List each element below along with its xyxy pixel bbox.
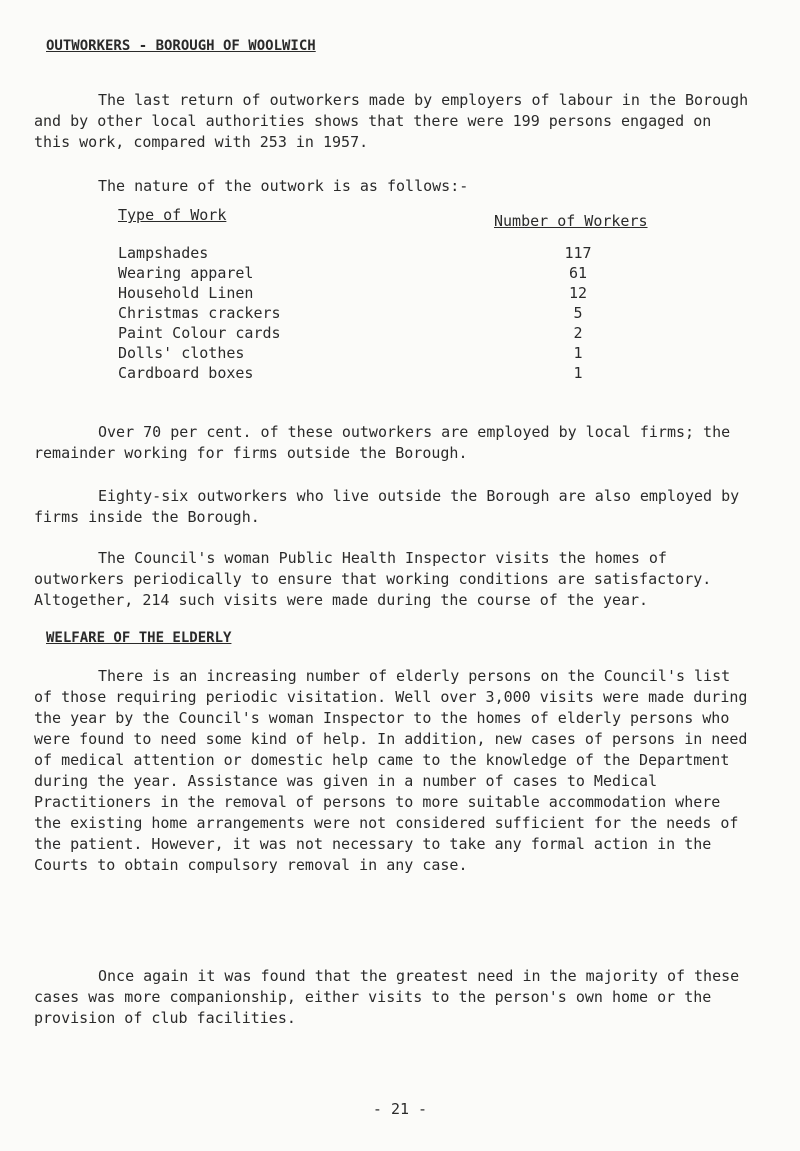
column-header-type-of-work: Type of Work — [118, 206, 227, 224]
table-row — [118, 364, 618, 384]
table-row — [118, 244, 618, 264]
outwork-table — [118, 244, 618, 384]
work-type-cell: Paint Colour cards — [118, 324, 281, 342]
table-row — [118, 344, 618, 364]
welfare-heading: WELFARE OF THE ELDERLY — [46, 630, 232, 646]
table-row — [118, 284, 618, 304]
table-row — [118, 304, 618, 324]
inspector-visits-paragraph: The Council's woman Public Health Inspector visits the homes of outworkers periodically to ensure that working conditions are satisfactory. Altogether, 214 such visits were made during the course of the year. — [34, 549, 712, 609]
outwork-nature-intro: The nature of the outwork is as follows:- — [98, 177, 469, 195]
work-type-cell: Lampshades — [118, 244, 209, 262]
elderly-visits-paragraph: There is an increasing number of elderly persons on the Council's list of those requiring periodic visitation. Well over 3,000 visits were made during the year by the Council's woman Inspector to the homes of elderly persons who were found to need some kind of help. In addition, new cases of persons in need of medical attention or domestic help came to the knowledge of the Department during the year. Assistance was given in a number of cases to Medical Practitioners in the removal of persons to more suitable accommodation where the existing home arrangements were not considered sufficient for the needs of the patient. However, it was not necessary to take any formal action in the Courts to obtain compulsory removal in any case. — [34, 667, 748, 874]
outworkers-heading: OUTWORKERS - BOROUGH OF WOOLWICH — [46, 38, 316, 54]
eighty-six-outworkers-paragraph: Eighty-six outworkers who live outside the Borough are also employed by firms inside the Borough. — [34, 487, 740, 526]
companionship-paragraph: Once again it was found that the greatest need in the majority of these cases was more companionship, either visits to the person's own home or the provision of club facilities. — [34, 967, 740, 1027]
worker-count-cell: 12 — [568, 284, 588, 302]
worker-count-cell: 5 — [573, 304, 583, 322]
outworkers-intro-paragraph: The last return of outworkers made by employers of labour in the Borough and by other local authorities shows that there were 199 persons engaged on this work, compared with 253 in 1957. — [34, 91, 749, 151]
work-type-cell: Christmas crackers — [118, 304, 281, 322]
worker-count-cell: 117 — [564, 244, 592, 262]
worker-count-cell: 2 — [573, 324, 583, 342]
page-number: - 21 - — [372, 1100, 428, 1118]
table-row — [118, 264, 618, 284]
work-type-cell: Household Linen — [118, 284, 254, 302]
work-type-cell: Dolls' clothes — [118, 344, 245, 362]
work-type-cell: Cardboard boxes — [118, 364, 254, 382]
local-firms-paragraph: Over 70 per cent. of these outworkers are employed by local firms; the remainder working for firms outside the Borough. — [34, 423, 731, 462]
worker-count-cell: 1 — [573, 344, 583, 362]
worker-count-cell: 1 — [573, 364, 583, 382]
worker-count-cell: 61 — [568, 264, 588, 282]
work-type-cell: Wearing apparel — [118, 264, 254, 282]
table-row — [118, 324, 618, 344]
column-header-number-of-workers: Number of Workers — [494, 212, 648, 230]
